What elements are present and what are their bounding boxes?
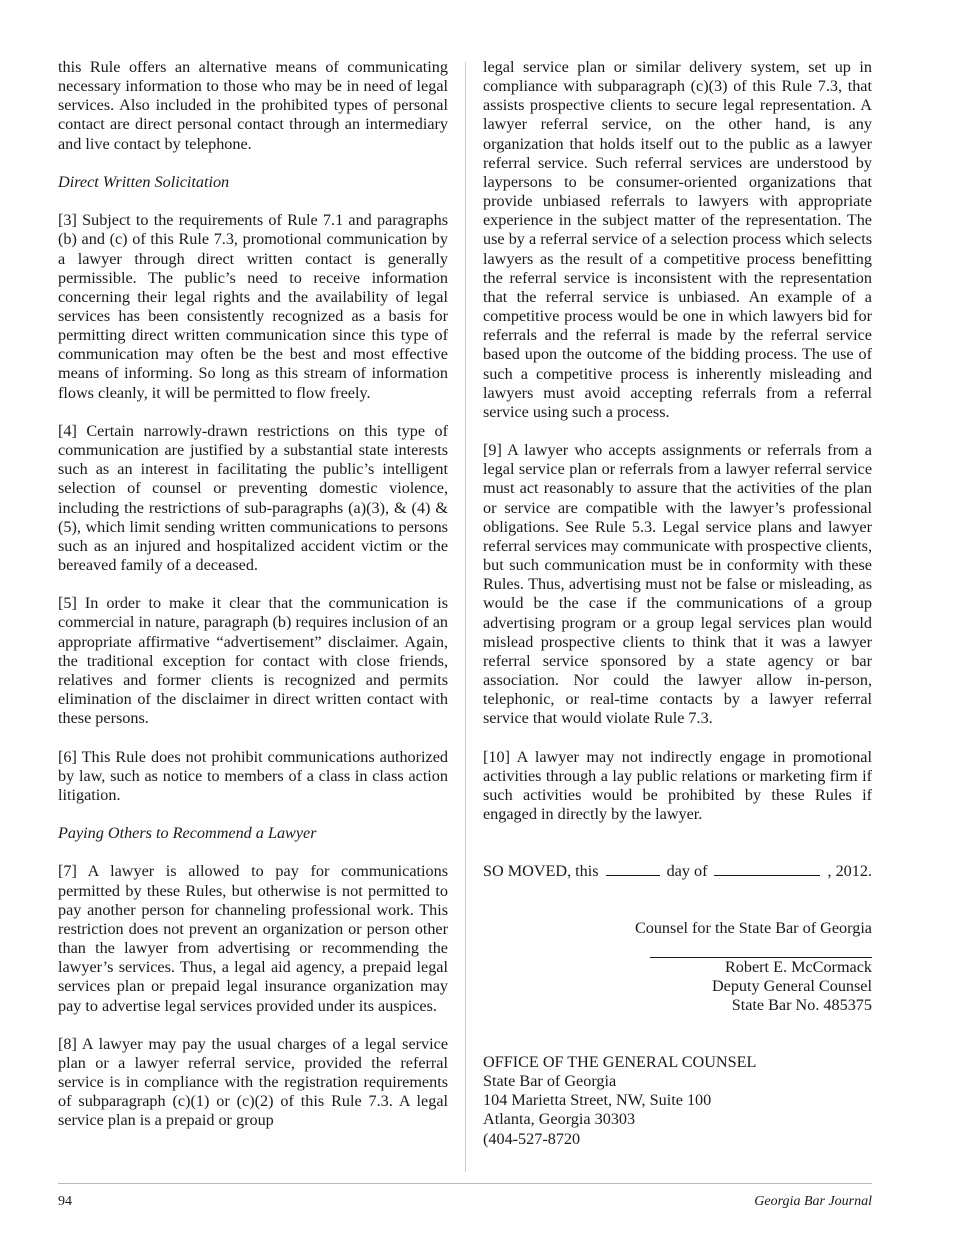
paragraph-continuation: this Rule offers an alternative means of communicating necessary information to those who may be in need of legal services. Also included in the prohibited types of personal contact are direct personal contact through an intermediary and live contact by telephone. xyxy=(58,58,448,153)
motion-suffix: , 2012. xyxy=(827,862,872,881)
paragraph-8: [8] A lawyer may pay the usual charges of a legal service plan or a lawyer referral service, provided the referral service is in compliance with the registration requirements of subparagraph (c)(1) or (c)(2) of this Rule 7.3. A legal service plan is a prepaid or group xyxy=(58,1034,448,1130)
organization-name: State Bar of Georgia xyxy=(483,1072,617,1091)
footer-rule xyxy=(58,1183,872,1184)
paragraph-5: [5] In order to make it clear that the communication is commercial in nature, paragraph (b) requires inclusion of an appropriate affirmative “advertisement” disclaimer. Again, the traditional exception for contact with close friends, relatives and former clients is recognized and permits elimination of the disclaimer in direct written contact with these persons. xyxy=(58,594,448,728)
left-column xyxy=(58,58,448,1150)
city-state-zip: Atlanta, Georgia 30303 xyxy=(483,1110,636,1129)
signature-block xyxy=(483,919,872,1015)
page-number: 94 xyxy=(58,1194,72,1209)
paragraph-7: [7] A lawyer is allowed to pay for communications permitted by these Rules, but otherwise is not permitted to pay another person for channeling professional work. This restriction does not prevent an organization or person other than the lawyer from advertising or recommending the lawyer’s services. Thus, a legal aid agency, a prepaid legal services plan or prepaid legal insurance organization may pay to advertise legal services provided under its auspices. xyxy=(58,862,448,1015)
paragraph-10: [10] A lawyer may not indirectly engage in promotional activities through a lay public relations or marketing firm if such activities would be prohibited by these Rules if engaged in directly by the lawyer. xyxy=(483,747,872,824)
counsel-for: Counsel for the State Bar of Georgia xyxy=(634,919,872,938)
paragraph-6: [6] This Rule does not prohibit communications authorized by law, such as notice to members of a class in class action litigation. xyxy=(58,747,448,804)
month-blank xyxy=(714,862,820,876)
section-heading-direct-written-solicitation: Direct Written Solicitation xyxy=(58,172,230,191)
section-heading-paying-others: Paying Others to Recommend a Lawyer xyxy=(58,824,317,843)
signer-title: Deputy General Counsel xyxy=(711,976,872,995)
paragraph-8-continuation: legal service plan or similar delivery system, set up in compliance with subparagraph (c)(3) of this Rule 7.3, that assists prospective clients to secure legal representation. A lawyer referral service, on the other hand, is any organization that holds itself out to the public as a lawyer referral service. Such referral services are understood by laypersons to be consumer-oriented organizations that provide unbiased referrals to lawyers with appropriate experience in the subject matter of the representation. The use by a referral service of a selection process which selects lawyers as the result of a competitive process benefitting the referral service is inconsistent with the representation that the referral service is unbiased. An example of a competitive process would be one in which lawyers bid for referrals and the referral is made by the referral service based upon the outcome of the bidding process. The use of such a competitive process is inherently misleading and lawyers must avoid accepting referrals from a referral service using such a process. xyxy=(483,58,872,421)
street-address: 104 Marietta Street, NW, Suite 100 xyxy=(483,1091,712,1110)
motion-middle: day of xyxy=(666,862,708,881)
office-name: OFFICE OF THE GENERAL COUNSEL xyxy=(483,1053,757,1071)
journal-name: Georgia Bar Journal xyxy=(754,1194,872,1209)
phone-number: (404-527-8720 xyxy=(483,1129,581,1148)
paragraph-4: [4] Certain narrowly-drawn restrictions on this type of communication are justified by a substantial state interests such as an interest in facilitating the public’s intelligent selection of counsel or preventing domestic violence, including the restrictions of sub-paragraphs (a)(3), & (4) & (5), which limit sending written communications to persons such as an injured and hospitalized accident victim or the bereaved family of a deceased. xyxy=(58,421,448,575)
paragraph-3: [3] Subject to the requirements of Rule 7.1 and paragraphs (b) and (c) of this Rule 7.3, promotional communication by a lawyer through direct written contact is generally permissible. The public’s need to receive information concerning their legal rights and the availability of legal services has been consistently recognized as a basis for permitting direct written communication since this type of communication may often be the best and most effective means of informing. So long as this stream of information flows cleanly, it will be permitted to flow freely. xyxy=(58,211,448,402)
address-block xyxy=(483,1053,872,1149)
signer-name: Robert E. McCormack xyxy=(725,957,872,976)
motion-line xyxy=(483,862,872,881)
day-blank xyxy=(606,862,660,876)
signature-line xyxy=(650,949,872,958)
paragraph-9: [9] A lawyer who accepts assignments or referrals from a legal service plan or referrals from a lawyer referral service must act reasonably to assure that the activities of the plan or service are compatible with the lawyer’s professional obligations. See Rule 5.3. Legal service plans and lawyer referral services may communicate with prospective clients, but such communication must be in conformity with these Rules. Thus, advertising must not be false or misleading, as would be the case if the communications of a group advertising program or a group legal services plan would mislead prospective clients to think that it was a lawyer referral service sponsored by a state agency or bar association. Nor could the lawyer allow in-person, telephonic, or real-time contacts by a lawyer referral service that would violate Rule 7.3. xyxy=(483,441,872,728)
motion-prefix: SO MOVED, this xyxy=(483,862,599,881)
signer-bar-number: State Bar No. 485375 xyxy=(731,995,872,1014)
column-divider xyxy=(465,62,466,1172)
right-column xyxy=(483,58,872,1149)
